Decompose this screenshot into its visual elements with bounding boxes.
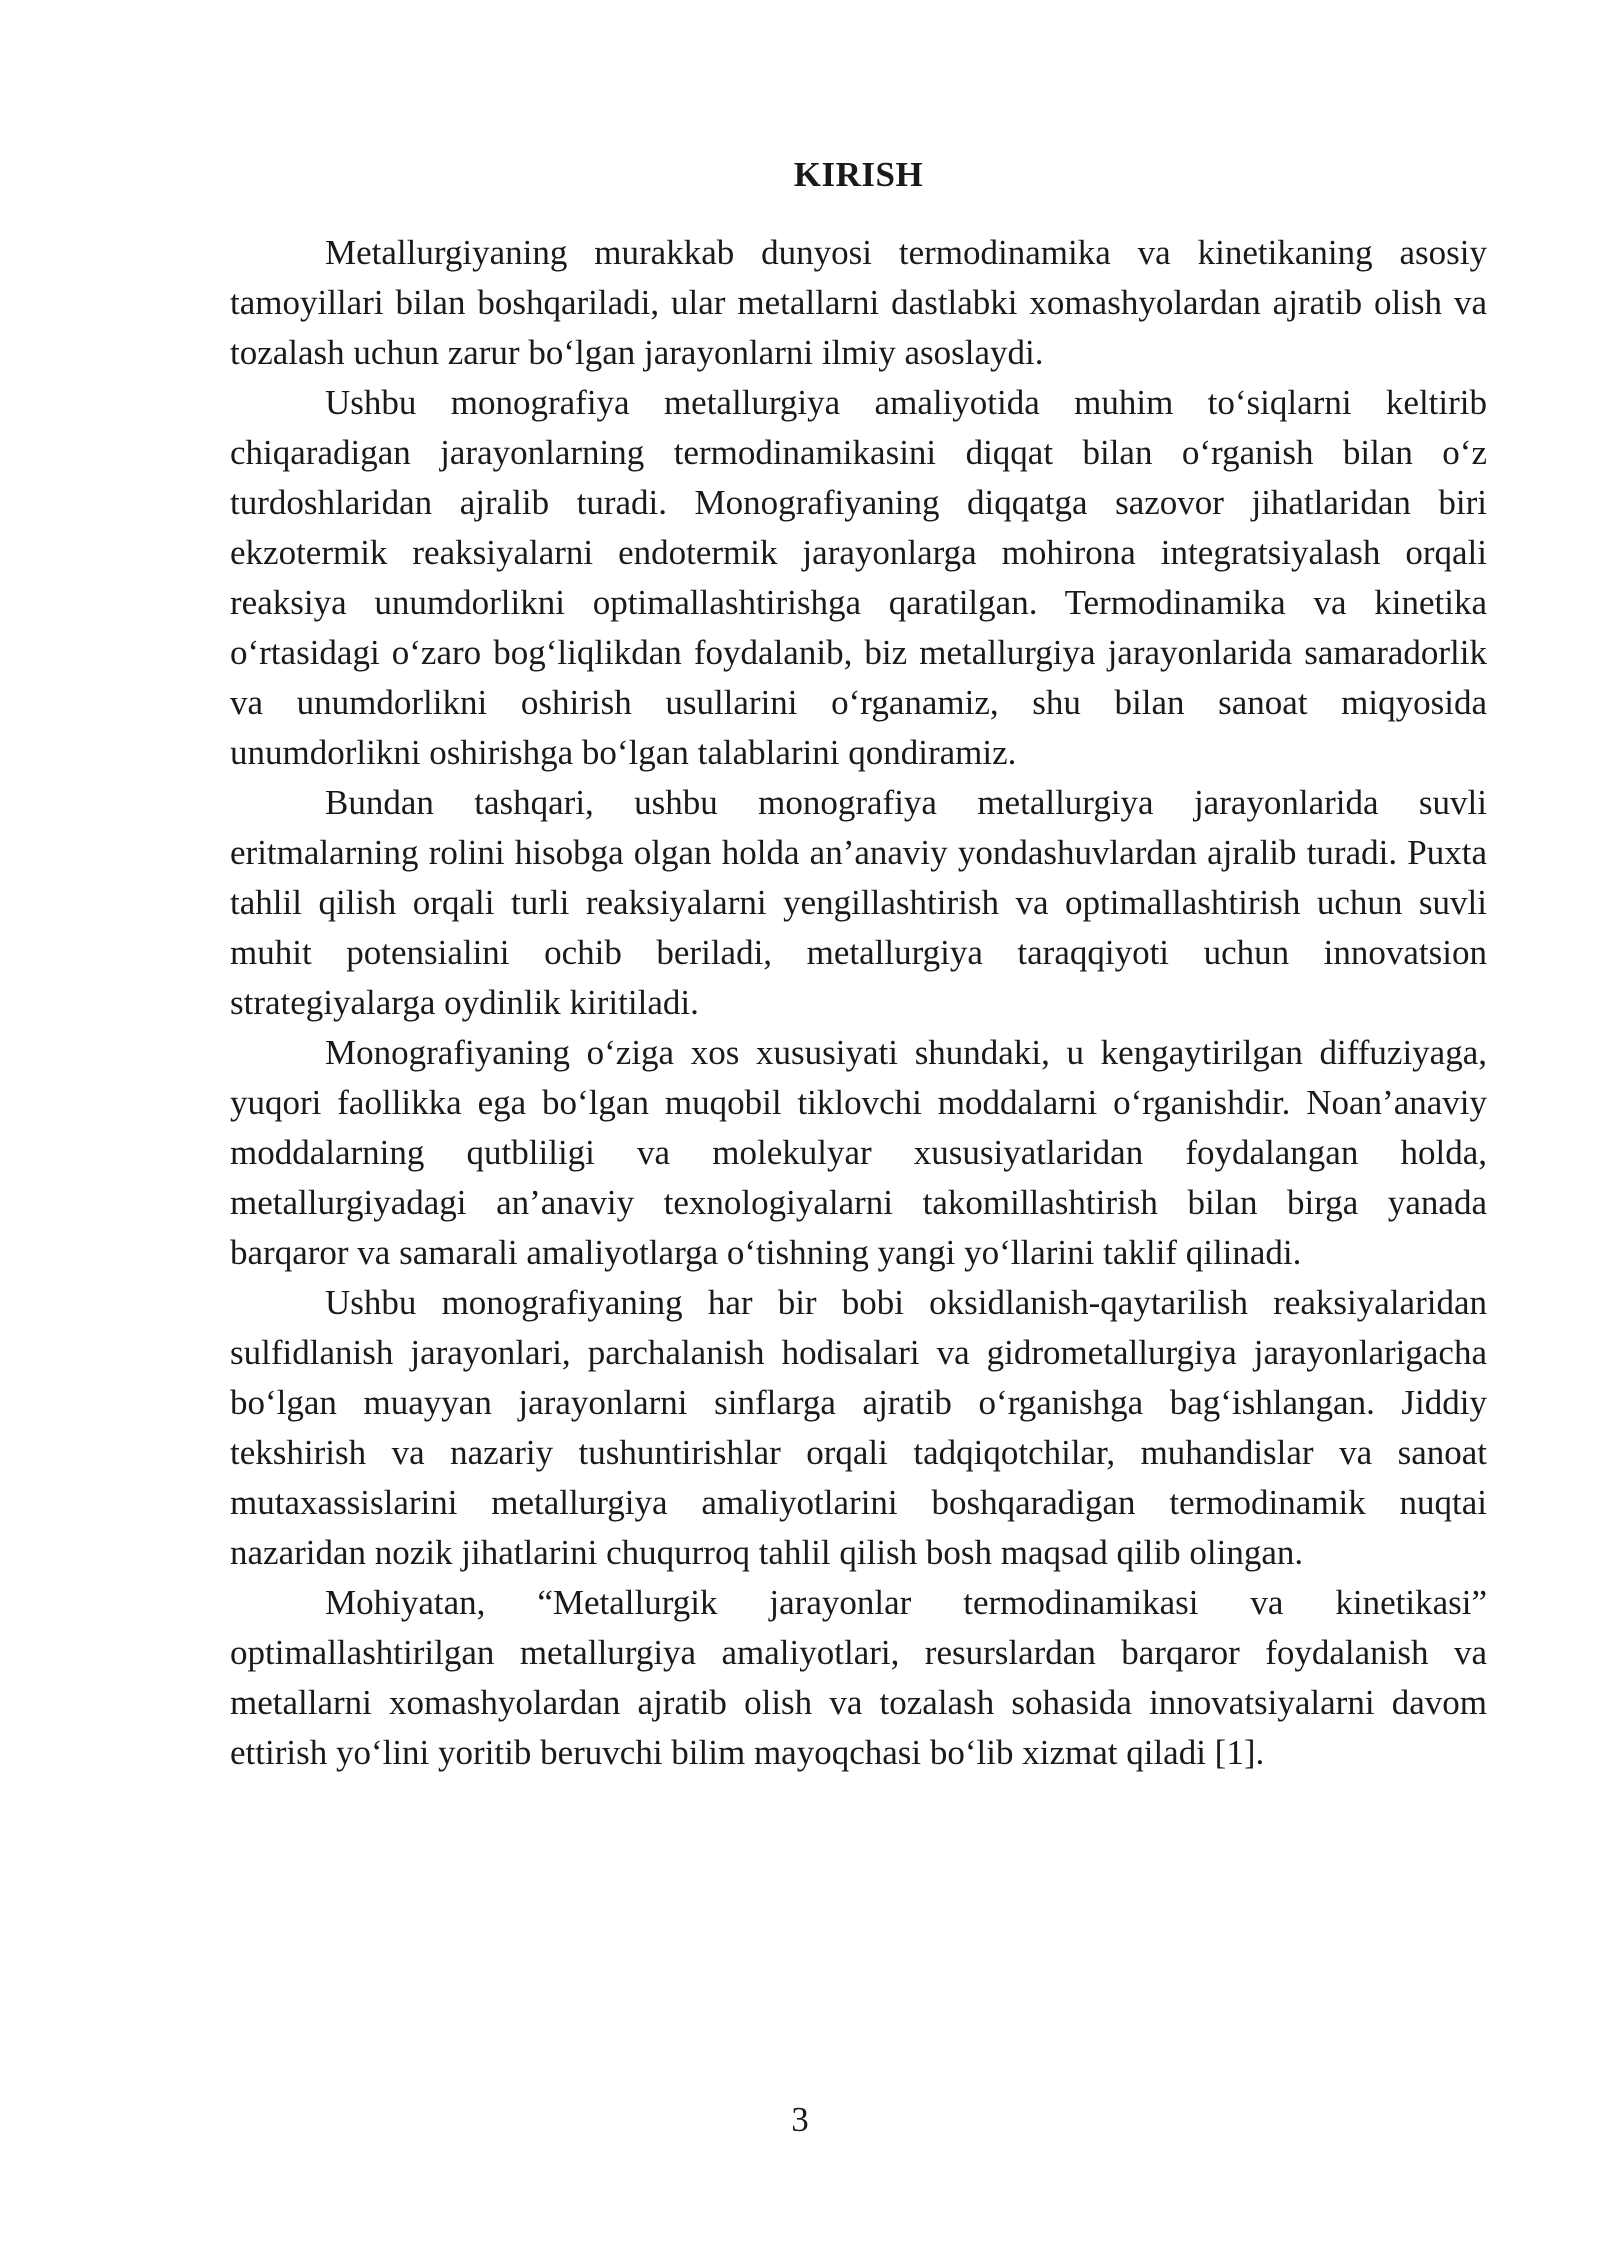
paragraph-1: Metallurgiyaning murakkab dunyosi termodinamika va kinetikaning asosiy tamoyillari bilan boshqariladi, ular metallarni dastlabki xomashyolardan ajratib olish va tozalash uchun zarur bo‘lgan jarayonlarni ilmiy asoslaydi. [230,233,1487,372]
section-heading: KIRISH [793,155,924,194]
page-number: 3 [791,2100,809,2139]
document-page [230,150,1487,1778]
paragraph-4: Monografiyaning o‘ziga xos xususiyati shundaki, u kengaytirilgan diffuziyaga, yuqori faollikka ega bo‘lgan muqobil tiklovchi moddalarni o‘rganishdir. Noan’anaviy moddalarning qutbliligi va molekulyar xususiyatlaridan foydalangan holda, metallurgiyadagi an’anaviy texnologiyalarni takomillashtirish bilan birga yanada barqaror va samarali amaliyotlarga o‘tishning yangi yo‘llarini taklif qilinadi. [230,1033,1487,1272]
paragraph-5: Ushbu monografiyaning har bir bobi oksidlanish-qaytarilish reaksiyalaridan sulfidlanish jarayonlari, parchalanish hodisalari va gidrometallurgiya jarayonlarigacha bo‘lgan muayyan jarayonlarni sinflarga ajratib o‘rganishga bag‘ishlangan. Jiddiy tekshirish va nazariy tushuntirishlar orqali tadqiqotchilar, muhandislar va sanoat mutaxassislarini metallurgiya amaliyotlarini boshqaradigan termodinamik nuqtai nazaridan nozik jihatlarini chuqurroq tahlil qilish bosh maqsad qilib olingan. [230,1283,1487,1572]
paragraph-6: Mohiyatan, “Metallurgik jarayonlar termodinamikasi va kinetikasi” optimallashtirilgan metallurgiya amaliyotlari, resurslardan barqaror foydalanish va metallarni xomashyolardan ajratib olish va tozalash sohasida innovatsiyalarni davom ettirish yo‘lini yoritib beruvchi bilim mayoqchasi bo‘lib xizmat qiladi [1]. [230,1583,1487,1772]
paragraph-2: Ushbu monografiya metallurgiya amaliyotida muhim to‘siqlarni keltirib chiqaradigan jarayonlarning termodinamikasini diqqat bilan o‘rganish bilan o‘z turdoshlaridan ajralib turadi. Monografiyaning diqqatga sazovor jihatlaridan biri ekzotermik reaksiyalarni endotermik jarayonlarga mohirona integratsiyalash orqali reaksiya unumdorlikni optimallashtirishga qaratilgan. Termodinamika va kinetika o‘rtasidagi o‘zaro bog‘liqlikdan foydalanib, biz metallurgiya jarayonlarida samaradorlik va unumdorlikni oshirish usullarini o‘rganamiz, shu bilan sanoat miqyosida unumdorlikni oshirishga bo‘lgan talablarini qondiramiz. [230,383,1487,772]
paragraph-3: Bundan tashqari, ushbu monografiya metallurgiya jarayonlarida suvli eritmalarning rolini hisobga olgan holda an’anaviy yondashuvlardan ajralib turadi. Puxta tahlil qilish orqali turli reaksiyalarni yengillashtirish va optimallashtirish uchun suvli muhit potensialini ochib beriladi, metallurgiya taraqqiyoti uchun innovatsion strategiyalarga oydinlik kiritiladi. [230,783,1487,1022]
